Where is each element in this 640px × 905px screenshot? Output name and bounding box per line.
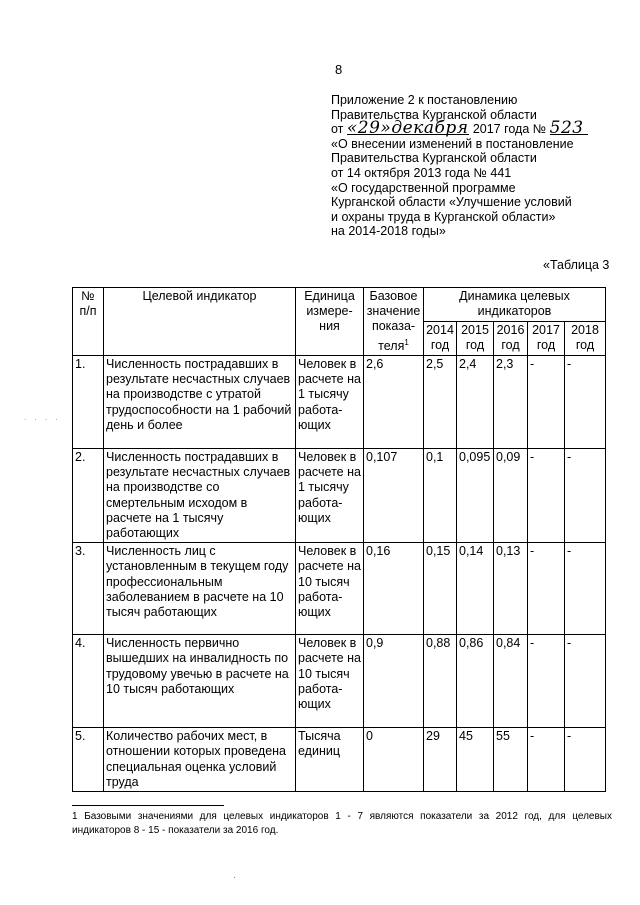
cell-2016: 55 (494, 728, 528, 792)
cell-unit: Человек в расчете на 1 тысячу работа-ющих (296, 355, 364, 448)
header-unit: Единица измере-ния (296, 288, 364, 356)
page-number: 8 (335, 62, 343, 77)
cell-base: 2,6 (364, 355, 424, 448)
appendix-line: «О внесении изменений в постановление (331, 136, 574, 151)
cell-base: 0,16 (364, 543, 424, 635)
handwritten-number: 523 (550, 122, 588, 135)
cell-num: 3. (73, 543, 104, 635)
header-dynamics: Динамика целевых индикаторов (424, 288, 606, 322)
footnote-divider (72, 805, 224, 806)
cell-num: 2. (73, 448, 104, 542)
header-num: № п/п (73, 288, 104, 356)
header-year: 2015 год (457, 321, 494, 355)
appendix-line: «О государственной программе (331, 180, 516, 195)
header-year: 2017 год (528, 321, 565, 355)
cell-2018: - (565, 728, 606, 792)
table-row (73, 355, 606, 448)
cell-2016: 0,09 (494, 448, 528, 542)
cell-2015: 0,86 (457, 635, 494, 728)
cell-indicator: Численность лиц с установленным в текущем году профессиональным заболеванием в расчете на 10 тысяч работающих (104, 543, 296, 635)
table-row (73, 543, 606, 635)
cell-num: 5. (73, 728, 104, 792)
header-year: 2016 год (494, 321, 528, 355)
cell-2014: 29 (424, 728, 457, 792)
scan-artifact: · (233, 872, 237, 883)
table-row (73, 728, 606, 792)
scan-artifact: . . . . (24, 413, 61, 422)
cell-indicator: Количество рабочих мест, в отношении которых проведена специальная оценка условий труда (104, 728, 296, 792)
cell-unit: Человек в расчете на 1 тысячу работа-ющих (296, 448, 364, 542)
cell-2014: 0,88 (424, 635, 457, 728)
footnote: 1 Базовыми значениями для целевых индикаторов 1 - 7 являются показатели за 2012 год, для целевых индикаторов 8 - 15 - показатели за 2016 год. (72, 811, 612, 836)
cell-base: 0,9 (364, 635, 424, 728)
cell-base: 0,107 (364, 448, 424, 542)
appendix-line: Правительства Курганской области (331, 107, 537, 122)
cell-2017: - (528, 355, 565, 448)
appendix-line: от 14 октября 2013 года № 441 (331, 165, 512, 180)
footnote-mark: 1 (404, 337, 409, 347)
target-indicators-table (72, 287, 606, 792)
cell-2015: 0,14 (457, 543, 494, 635)
cell-unit: Человек в расчете на 10 тысяч работа-ющих (296, 543, 364, 635)
year-label: 2017 года № (472, 122, 547, 137)
cell-2014: 0,1 (424, 448, 457, 542)
cell-2015: 0,095 (457, 448, 494, 542)
cell-2016: 0,13 (494, 543, 528, 635)
cell-num: 4. (73, 635, 104, 728)
handwritten-month: декабря (391, 118, 469, 139)
cell-unit: Человек в расчете на 10 тысяч работа-ющих (296, 635, 364, 728)
cell-2018: - (565, 355, 606, 448)
cell-2016: 0,84 (494, 635, 528, 728)
header-indicator: Целевой индикатор (104, 288, 296, 356)
header-year: 2018 год (565, 321, 606, 355)
cell-2017: - (528, 635, 565, 728)
appendix-line: Правительства Курганской области (331, 151, 537, 166)
handwritten-day: «29» (346, 118, 392, 139)
cell-indicator: Численность пострадавших в результате несчастных случаев на производстве с утратой трудоспособности на 1 рабочий день и более (104, 355, 296, 448)
appendix-date-line (331, 118, 626, 139)
from-label: от (331, 122, 344, 137)
table-reference: «Таблица 3 (543, 258, 610, 272)
header-base: Базовое значение показа-теля$^1$ (364, 288, 424, 356)
appendix-line: Курганской области «Улучшение условий (331, 195, 572, 210)
cell-2017: - (528, 728, 565, 792)
cell-num: 1. (73, 355, 104, 448)
cell-unit: Тысяча единиц (296, 728, 364, 792)
cell-2018: - (565, 635, 606, 728)
table-row (73, 635, 606, 728)
cell-2016: 2,3 (494, 355, 528, 448)
cell-2017: - (528, 543, 565, 635)
cell-2018: - (565, 448, 606, 542)
appendix-line: Приложение 2 к постановлению (331, 93, 518, 107)
appendix-header (331, 93, 626, 239)
appendix-line: и охраны труда в Курганской области» (331, 209, 556, 224)
cell-2018: - (565, 543, 606, 635)
cell-indicator: Численность пострадавших в результате несчастных случаев на производстве со смертельным исходом в расчете на 1 тысячу работающих (104, 448, 296, 542)
appendix-line: на 2014-2018 годы» (331, 224, 446, 239)
table-row (73, 448, 606, 542)
cell-2015: 2,4 (457, 355, 494, 448)
cell-2017: - (528, 448, 565, 542)
cell-2014: 0,15 (424, 543, 457, 635)
header-year: 2014 год (424, 321, 457, 355)
cell-indicator: Численность первично вышедших на инвалидность по трудовому увечью в расчете на 10 тысяч работающих (104, 635, 296, 728)
cell-2015: 45 (457, 728, 494, 792)
cell-base: 0 (364, 728, 424, 792)
cell-2014: 2,5 (424, 355, 457, 448)
